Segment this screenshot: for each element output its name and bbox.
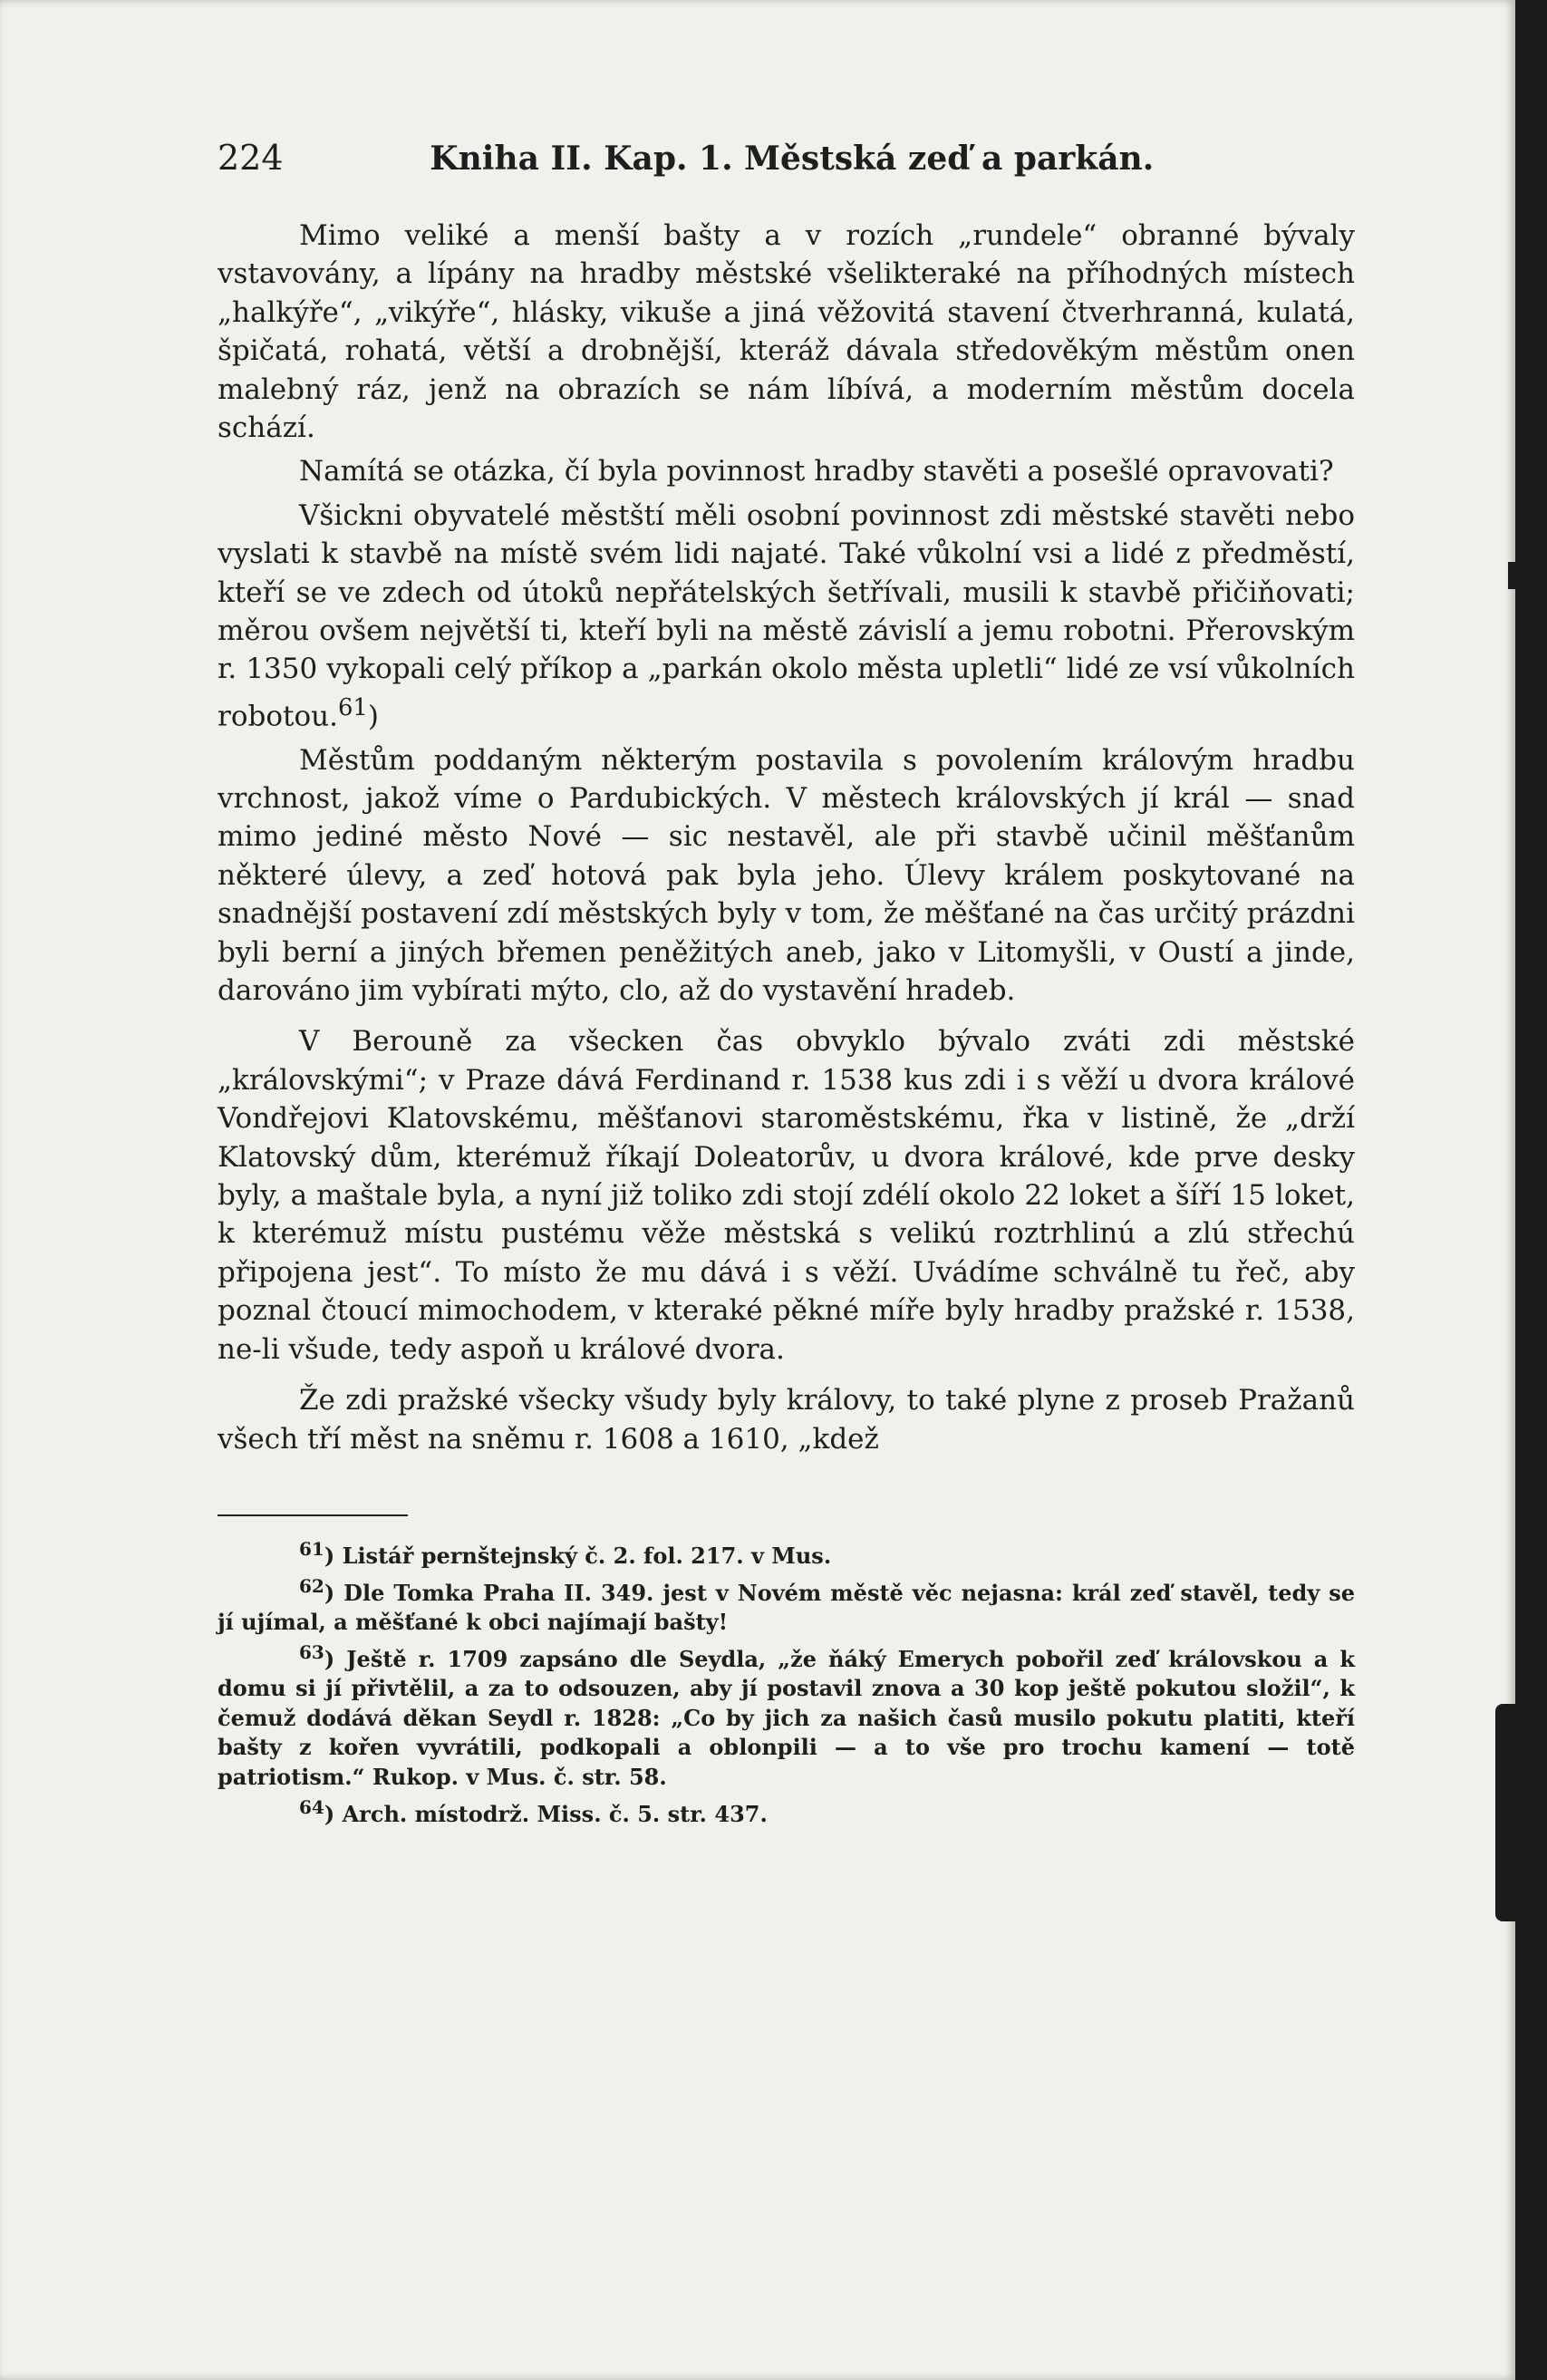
footnote-63: $^{63}$) Ještě r. 1709 zapsáno dle Seydla, „že ňáký Emerych pobořil zeď královskou a k domu si jí přivtělil, a za to odsouzen, aby jí postavil znova a 30 kop ještě pokutou složil“, k čemuž dodává děkan Seydl r. 1828: „Co by jich za našich časů musilo pokutu platiti, kteří bašty z kořen vyvrátili, podkopali a oblonpili — a to vše pro trochu kamení — totě patriotism.“ Rukop. v Mus. č. str. 58. [218,1640,1355,1791]
footnote-64: $^{64}$) Arch. místodrž. Miss. č. 5. str. 437. [299,1795,768,1827]
footnote-mark-61: 61 [299,1537,324,1560]
binding-edge-mark [1495,1704,1515,1921]
footnote-63-text: Ještě r. 1709 zapsáno dle Seydla, „že ňáký Emerych pobořil zeď královskou a k domu si jí přivtělil, a za to odsouzen, aby jí postavil znova a 30 kop ještě pokutou složil“, k čemuž dodává děkan Seydl r. 1828: „Co by jich za našich časů musilo pokutu platiti, kteří bašty z kořen vyvrátili, podkopali a oblonpili — a to vše pro trochu kamení — totě patriotism.“ Rukop. v Mus. č. str. 58. [218,1645,1355,1791]
footnote-ref-61: 61 [337,693,368,721]
footnote-64-text: Arch. místodrž. Miss. č. 5. str. 437. [342,1800,768,1827]
footnote-divider [218,1514,408,1516]
footnote-62-text: Dle Tomka Praha II. 349. jest v Novém městě věc nejasna: král zeď stavěl, tedy se jí ujímal, a měšťané k obci najímají bašty! [218,1579,1356,1636]
paragraph-5: V Berouně za všecken čas obvyklo bývalo zváti zdi městské „královskými“; v Praze dává Ferdinand r. 1538 kus zdi i s věží u dvora králové Vondřejovi Klatovskému, měšťanovi staroměstskému, řka v listině, že „drží Klatovský dům, kterémuž říkají Doleatorův, u dvora králové, kde prve desky byly, a maštale byla, a nyní již toliko zdi stojí zdélí okolo 22 loket a šíří 15 loket, k kterémuž místu pustému věže městská s velikú roztrhlinú a zlú střechú připojena jest“. To místo že mu dává i s věží. Uvádíme schválně tu řeč, aby poznal čtoucí mimochodem, v kteraké pěkné míře byly hradby pražské r. 1538, ne-li všude, tedy aspoň u králové dvora. [218,1025,1355,1366]
footnote-61: $^{61}$) Listář pernštejnský č. 2. fol. 217. v Mus. [299,1537,832,1569]
paragraph-2: Namítá se otázka, čí byla povinnost hradby stavěti a posešlé opravovati? [299,455,1334,489]
footnote-mark-63: 63 [299,1640,324,1663]
paragraph-4: Městům poddaným některým postavila s povolením královým hradbu vrchnost, jakož víme o Pardubických. V městech královských jí král — snad mimo jediné město Nové — sic nestavěl, ale při stavbě učinil měšťanům některé úlevy, a zeď hotová pak byla jeho. Úlevy králem poskytované na snadnější postavení zdí městských byly v tom, že měšťané na čas určitý prázdni byli berní a jiných břemen peněžitých aneb, jako v Litomyšli, v Oustí a jinde, darováno jim vybírati mýto, clo, až do vystavění hradeb. [218,743,1355,1008]
paragraph-3: Všickni obyvatelé městští měli osobní povinnost zdi městské stavěti nebo vyslati k stavbě na místě svém lidi najaté. Také vůkolní vsi a lidé z předměstí, kteří se ve zdech od útoků nepřátelských šetřívali, musili k stavbě přičiňovati; měrou ovšem největší ti, kteří byli na městě závislí a jemu robotni. Přerovským r. 1350 vykopali celý příkop a „parkán okolo města upletli“ lidé ze vsí vůkolních robotou.$^{61}$) [218,498,1355,733]
body-text [218,217,1355,1458]
footnote-62: $^{62}$) Dle Tomka Praha II. 349. jest v Novém městě věc nejasna: král zeď stavěl, tedy se jí ujímal, a měšťané k obci najímají bašty! [218,1574,1356,1636]
paragraph-6: Že zdi pražské všecky všudy byly královy, to také plyne z proseb Pražanů všech tří měst na sněmu r. 1608 a 1610, „kdež [218,1384,1355,1456]
footnote-mark-62: 62 [299,1574,324,1597]
footnote-61-text: Listář pernštejnský č. 2. fol. 217. v Mus. [342,1542,832,1569]
text-block [218,136,1355,1829]
footnotes [218,1534,1355,1829]
running-title: Kniha II. Kap. 1. Městská zeď a parkán. [430,140,1155,178]
edge-notch [1508,562,1515,589]
footnote-mark-64: 64 [299,1795,324,1818]
paragraph-1: Mimo veliké a menší bašty a v rozích „rundele“ obranné bývaly vstavovány, a lípány na hradby městské všelikteraké na příhodných místech „halkýře“, „vikýře“, hlásky, vikuše a jiná věžovitá stavení čtverhranná, kulatá, špičatá, rohatá, větší a drobnější, kteráž dávala středověkým městům onen malebný ráz, jenž na obrazích se nám líbívá, a moderním městům docela schází. [218,219,1355,445]
paragraph-3-text: Všickni obyvatelé městští měli osobní povinnost zdi městské stavěti nebo vyslati k stavbě na místě svém lidi najaté. Také vůkolní vsi a lidé z předměstí, kteří se ve zdech od útoků nepřátelských šetřívali, musili k stavbě přičiňovati; měrou ovšem největší ti, kteří byli na městě závislí a jemu robotni. Přerovským r. 1350 vykopali celý příkop a „parkán okolo města upletli“ lidé ze vsí vůkolních robotou. [218,498,1355,733]
running-header [218,136,1355,180]
page-number: 224 [218,138,284,178]
